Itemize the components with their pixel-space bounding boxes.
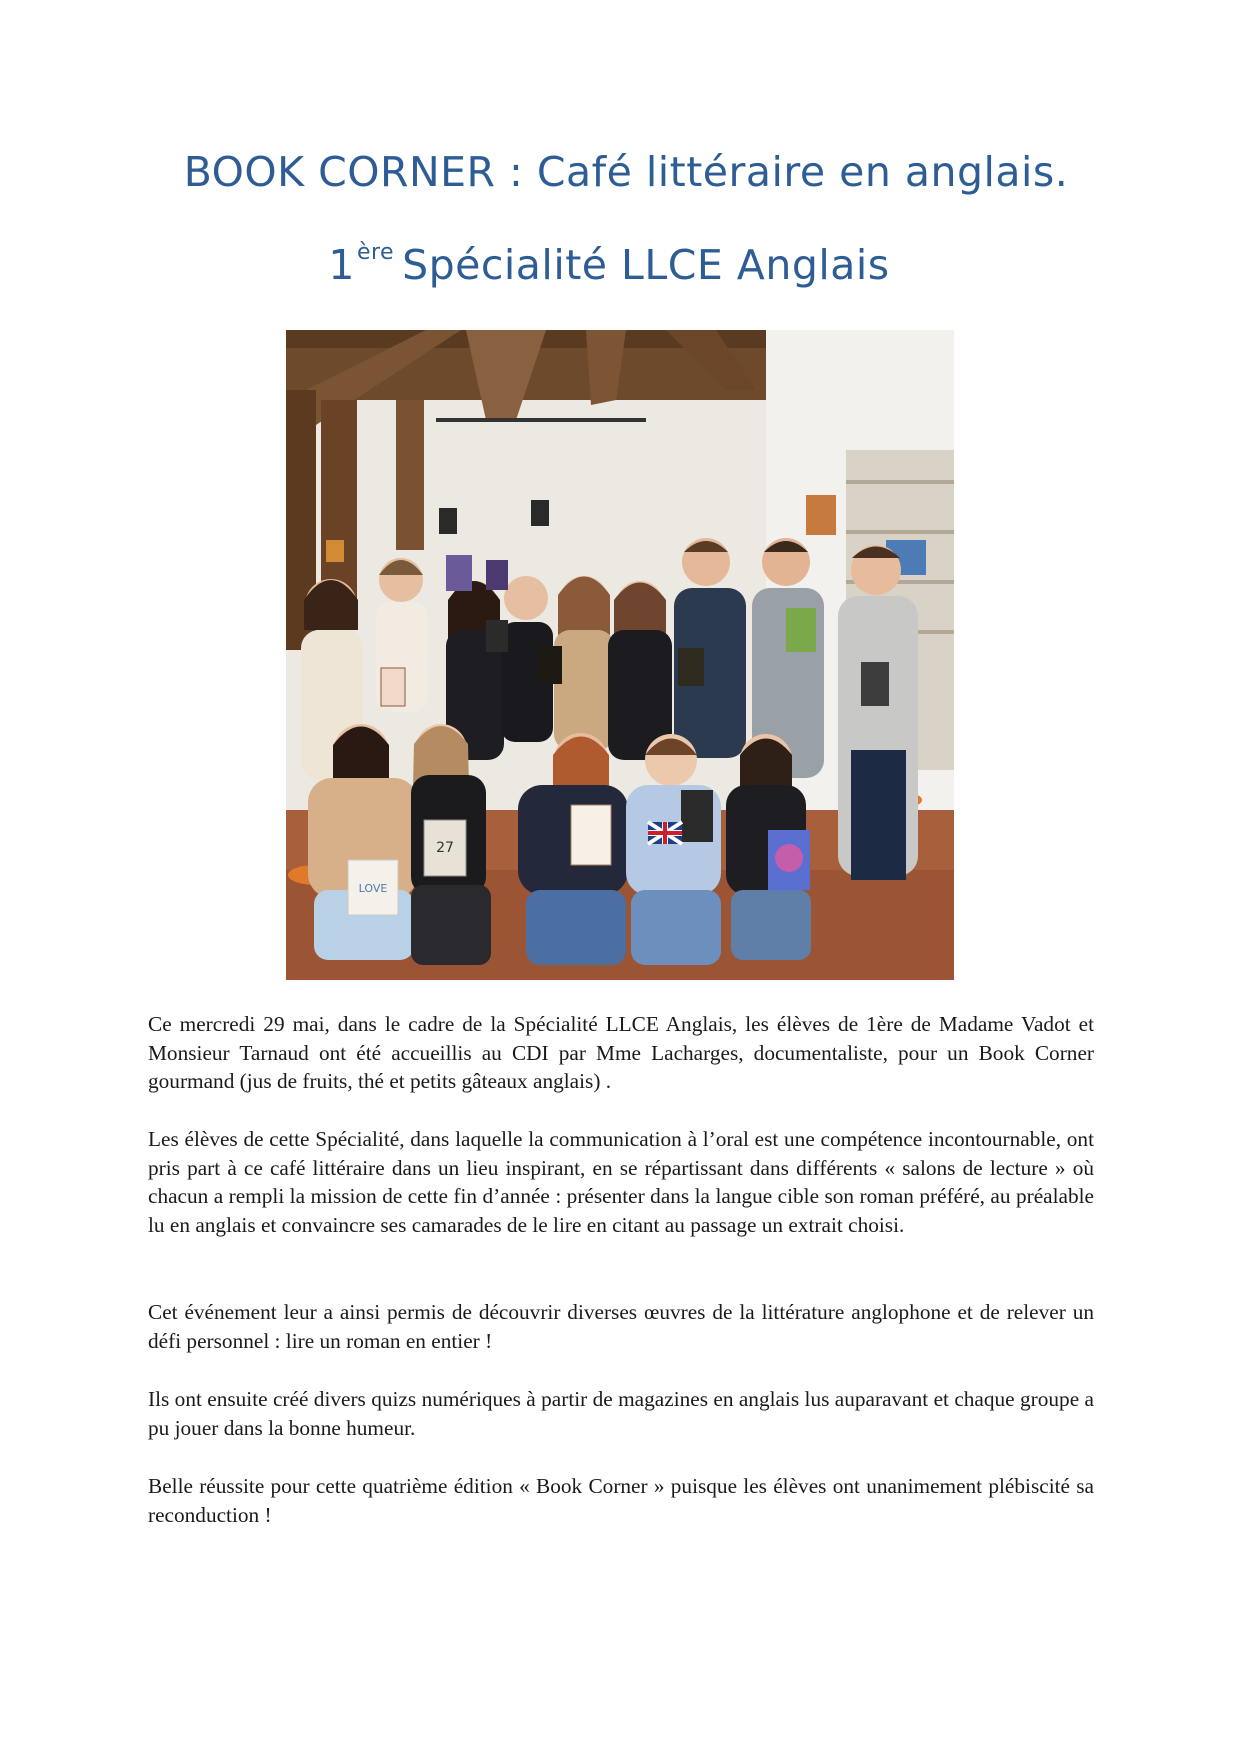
book-love-label: LOVE: [358, 882, 388, 895]
title-level-superscript: ère: [356, 240, 395, 265]
group-photo-illustration: [286, 330, 954, 980]
paragraph-3: Cet événement leur a ainsi permis de découvrir diverses œuvres de la littérature anglophone et de relever un défi personnel : lire un roman en entier !: [148, 1300, 1094, 1353]
paragraph-5: Belle réussite pour cette quatrième édition « Book Corner » puisque les élèves ont unanimement plébiscité sa reconduction !: [148, 1474, 1094, 1527]
title-specialty: Spécialité LLCE Anglais: [402, 241, 890, 289]
title-level-number: 1: [328, 241, 355, 289]
group-photo: [286, 330, 954, 980]
book-27-label: 27: [436, 840, 454, 856]
paragraph-4: Ils ont ensuite créé divers quizs numériques à partir de magazines en anglais lus auparavant et chaque groupe a pu jouer dans la bonne humeur.: [148, 1387, 1094, 1440]
paragraph-1: Ce mercredi 29 mai, dans le cadre de la Spécialité LLCE Anglais, les élèves de 1ère de Madame Vadot et Monsieur Tarnaud ont été accueillis au CDI par Mme Lacharges, documentaliste, pour un Book Corner gourmand (jus de fruits, thé et petits gâteaux anglais) .: [148, 1012, 1094, 1093]
paragraph-2: Les élèves de cette Spécialité, dans laquelle la communication à l’oral est une compétence incontournable, ont pris part à ce café littéraire dans un lieu inspirant, en se répartissant dans différents « salons de lecture » où chacun a rempli la mission de cette fin d’année : présenter dans la langue cible son roman préféré, au préalable lu en anglais et convaincre ses camarades de le lire en citant au passage un extrait choisi.: [148, 1127, 1094, 1237]
title-line-1: [0, 148, 1240, 196]
title-text: BOOK CORNER : Café littéraire en anglais.: [183, 148, 1069, 196]
title-line-2: [0, 240, 1240, 289]
